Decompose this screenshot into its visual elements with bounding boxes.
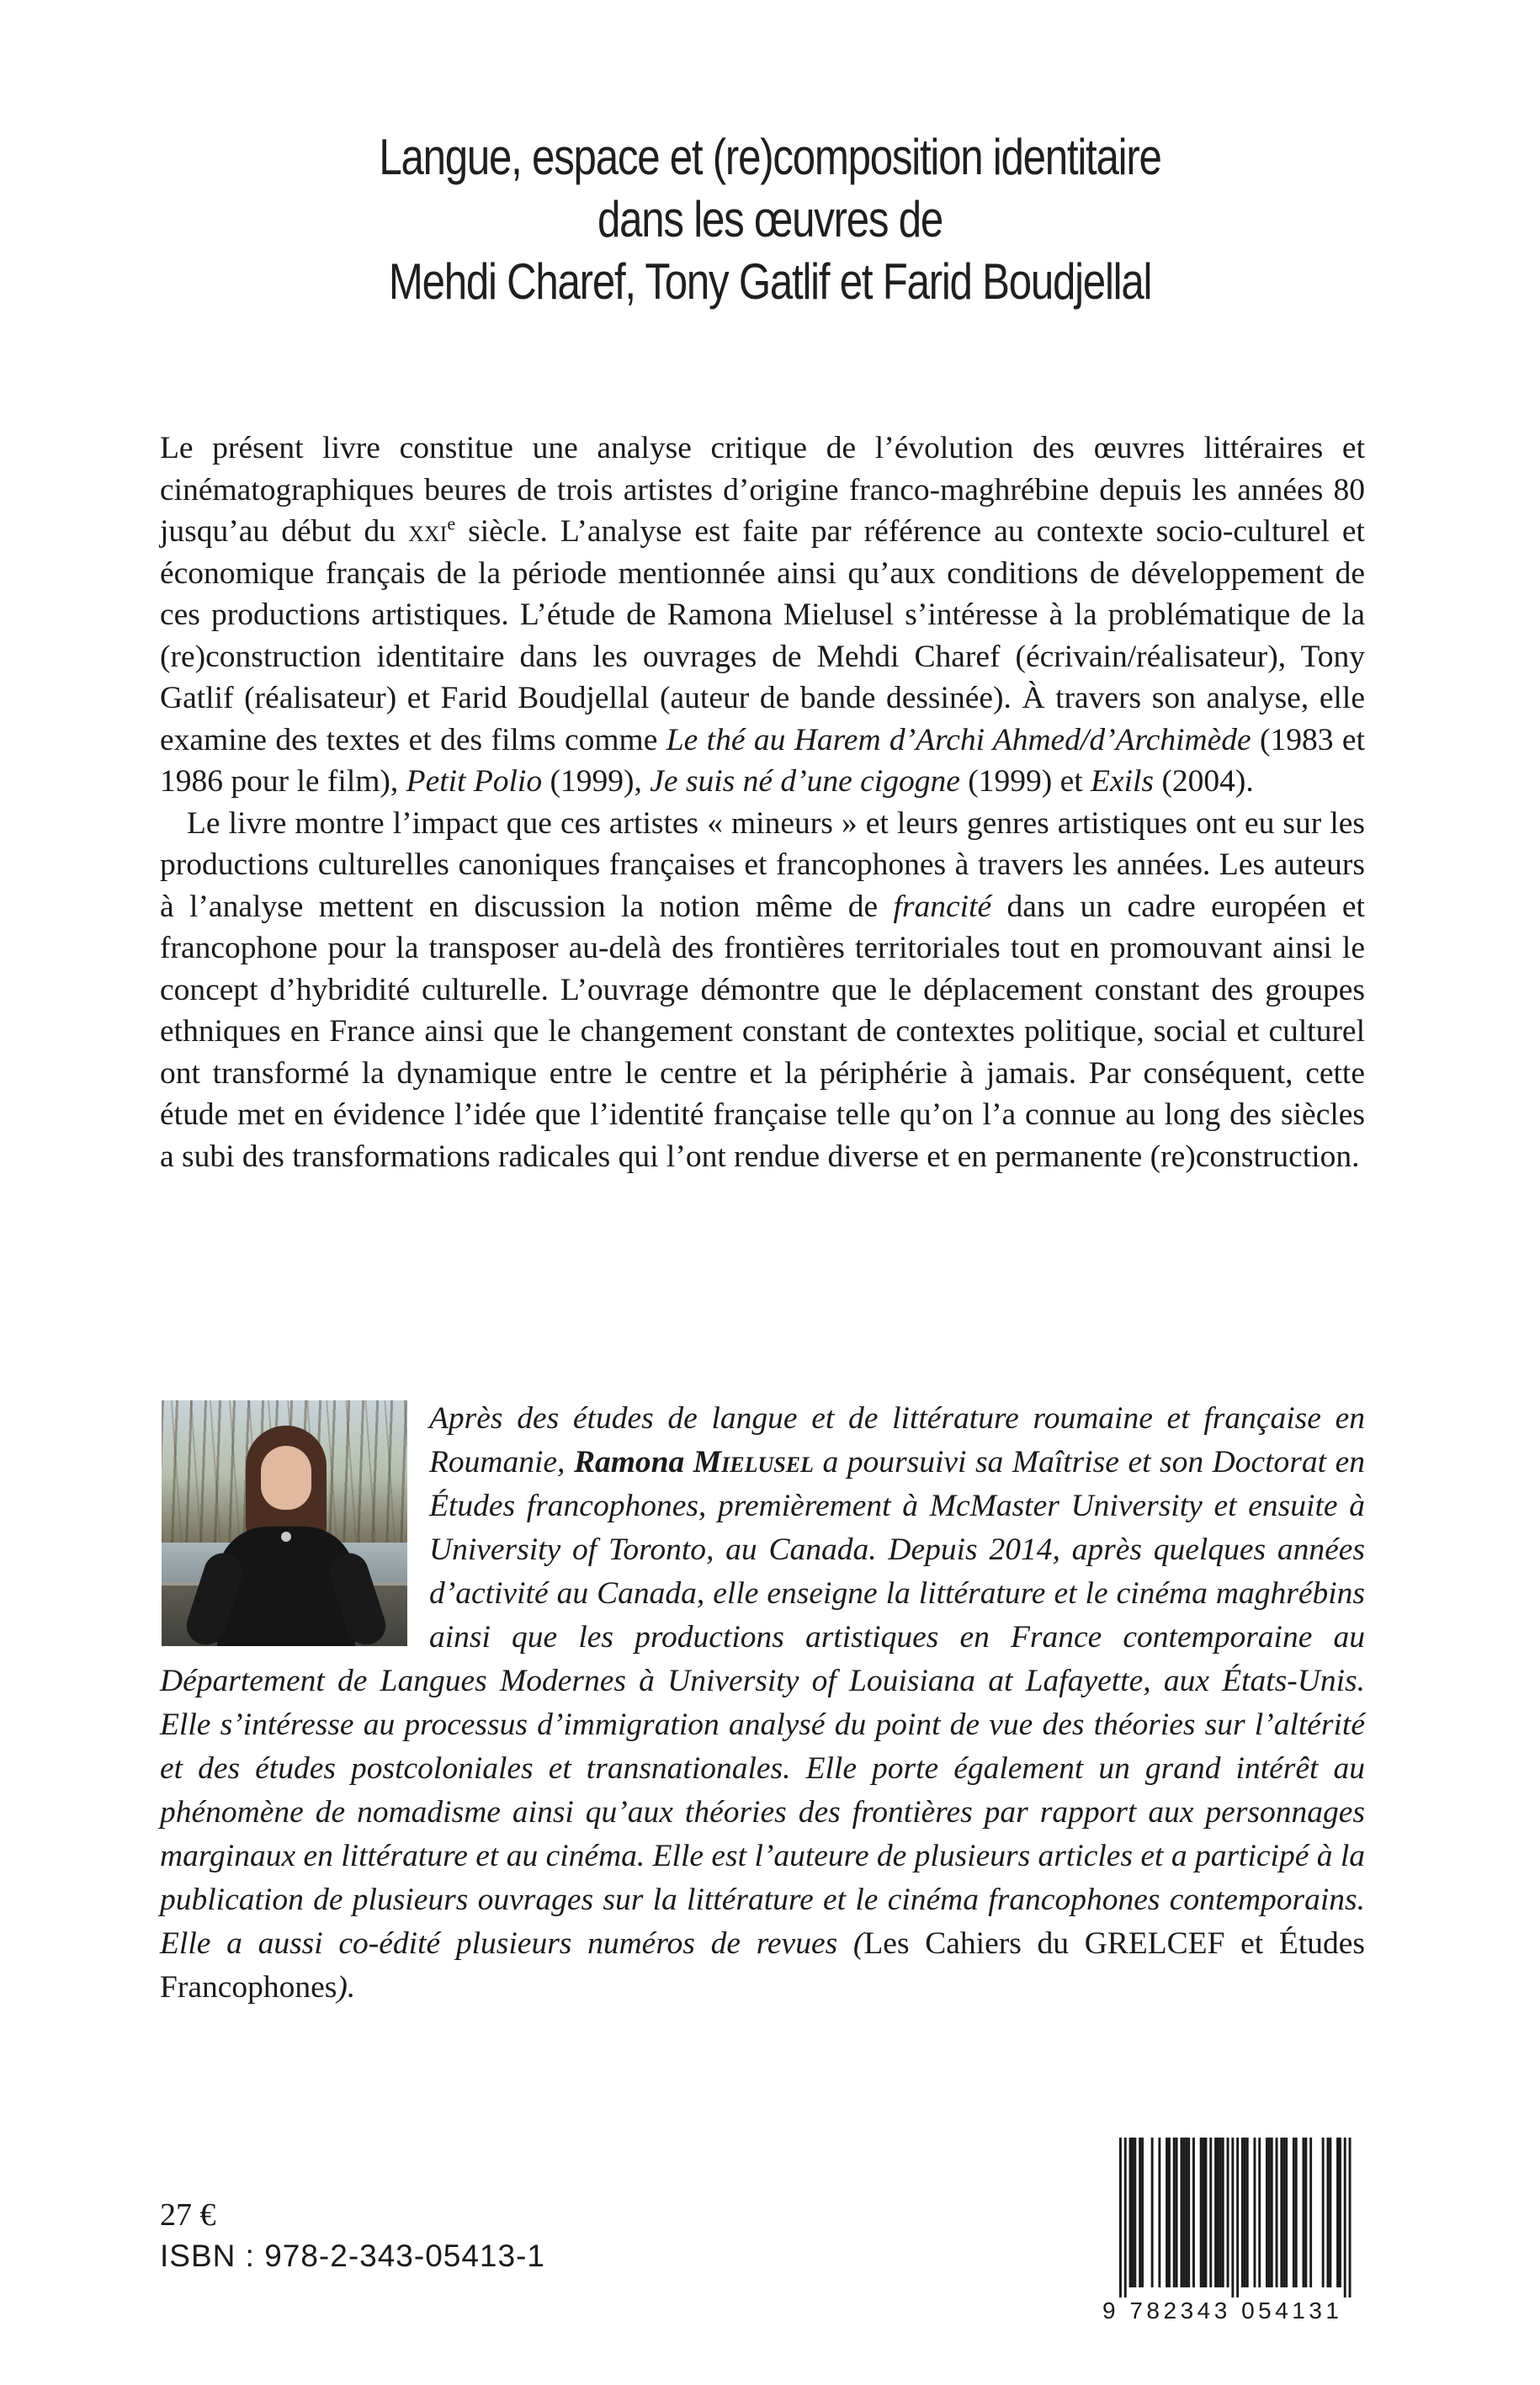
barcode-bar (1219, 2138, 1222, 2287)
author-photo (162, 1400, 407, 1646)
barcode-bar (1231, 2138, 1234, 2297)
barcode-bar (1187, 2138, 1190, 2287)
barcode-bar (1139, 2138, 1141, 2287)
barcode-bar (1200, 2138, 1203, 2287)
barcode-bar (1266, 2138, 1268, 2287)
barcode-bar (1151, 2138, 1154, 2287)
barcode-bar (1203, 2138, 1205, 2287)
barcode-bar (1244, 2138, 1246, 2287)
barcode-bar (1132, 2138, 1134, 2287)
barcode-bar (1336, 2138, 1339, 2287)
barcode-bar (1276, 2138, 1278, 2287)
summary-paragraph-2: Le livre montre l’impact que ces artistes « mineurs » et leurs genres artistiques ont eu sur les productions culturelles canoniques françaises et francophones à travers les années. Les auteurs à l’analyse mettent en discussion la notion même de francité dans un cadre européen et francophone pour la transposer au-delà des frontières territoriales tout en promouvant ainsi le concept d’hybridité culturelle. L’ouvrage démontre que le déplacement constant des groupes ethniques en France ainsi que le changement constant de contextes politique, social et culturel ont transformé la dynamique entre le centre et la périphérie à jamais. Par conséquent, cette étude met en évidence l’idée que l’identité française telle qu’on l’a connue au long des siècles a subi des transformations radicales qui l’ont rendue diverse et en permanente (re)construction. (160, 805, 1365, 1174)
barcode-bar (1158, 2138, 1160, 2287)
journal-names: Les Cahiers du GRELCEF et Études Francophones (160, 1926, 1365, 2005)
barcode-bar (1241, 2138, 1244, 2287)
barcode-bar (1329, 2138, 1331, 2287)
barcode-bar (1192, 2138, 1195, 2287)
barcode-bar (1134, 2138, 1136, 2287)
barcode-bar (1339, 2138, 1341, 2287)
barcode-bar (1217, 2138, 1219, 2287)
barcode-bar (1176, 2138, 1178, 2287)
barcode-bar (1349, 2138, 1351, 2297)
barcode-bar (1258, 2138, 1261, 2287)
barcode-bar (1129, 2138, 1132, 2287)
barcode-bar (1168, 2138, 1171, 2287)
barcode-bar (1327, 2138, 1330, 2287)
barcode-bar (1173, 2138, 1176, 2287)
title-line-2: dans les œuvres de (597, 191, 943, 247)
barcode-bar (1293, 2138, 1295, 2287)
barcode-bars (1102, 2138, 1365, 2297)
barcode-bar (1124, 2138, 1127, 2297)
work-title: Le thé au Harem d’Archi Ahmed/d’Archimède (666, 722, 1251, 757)
bio-text: Après des études de langue et de littérature roumaine et française en Roumanie, Ramona Mielusel a poursuivi sa Maîtrise et son Doctorat en Études francophones, premièrement à McMaster University et ensuite à University of Toronto, au Canada. Depuis 2014, après quelques années d’activité au Canada, elle enseigne la littérature et le cinéma maghrébins ainsi que les productions artistiques en France contemporaine au Département de Langues Modernes à University of Louisiana at Lafayette, aux États-Unis. Elle s’intéresse au processus d’immigration analysé du point de vue des théories sur l’altérité et des études postcoloniales et transnationales. Elle porte également un grand intérêt au phénomène de nomadisme ainsi qu’aux théories des frontières par rapport aux personnages marginaux en littérature et au cinéma. Elle est l’auteure de plusieurs articles et a participé à la publication de plusieurs ouvrages sur la littérature et le cinéma francophones contemporains. Elle a aussi co-édité plusieurs numéros de revues (Les Cahiers du GRELCEF et Études Francophones). (160, 1401, 1366, 2005)
barcode-bar (1209, 2138, 1212, 2287)
barcode-bar (1185, 2138, 1187, 2287)
barcode-bar (1322, 2138, 1325, 2287)
barcode-bar (1214, 2138, 1217, 2287)
barcode-bar (1344, 2138, 1346, 2297)
barcode-bar (1236, 2138, 1239, 2297)
barcode-bar (1254, 2138, 1256, 2287)
title-line-1: Langue, espace et (re)composition identitaire (379, 129, 1161, 185)
century-numeral: xxi (408, 514, 448, 549)
author-name: Ramona Mielusel (573, 1445, 814, 1479)
barcode-bar (1181, 2138, 1183, 2287)
barcode-bar (1285, 2138, 1288, 2287)
barcode-bar (1271, 2138, 1273, 2287)
barcode-bar (1205, 2138, 1208, 2287)
barcode-bar (1246, 2138, 1249, 2287)
barcode-bar (1295, 2138, 1298, 2287)
price: 27 € (160, 2197, 216, 2233)
barcode-bar (1227, 2138, 1229, 2287)
book-title (139, 126, 1402, 313)
work-title: Exils (1091, 764, 1155, 799)
barcode-bar (1282, 2138, 1285, 2287)
barcode-bar (1303, 2138, 1305, 2287)
barcode-bar (1280, 2138, 1282, 2287)
work-title: Je suis né d’une cigogne (650, 764, 960, 799)
barcode-bar (1182, 2138, 1185, 2287)
barcode-bar (1141, 2138, 1144, 2287)
barcode-bar (1304, 2138, 1307, 2287)
barcode-bar (1119, 2138, 1122, 2297)
summary-paragraph-1: Le présent livre constitue une analyse critique de l’évolution des œuvres littéraires et cinématographiques beures de trois artistes d’origine franco-maghrébine depuis les années 80 jusqu’au début du xxi$^e$ siècle. L’analyse est faite par référence au contexte socio-culturel et économique français de la période mentionnée ainsi qu’aux conditions de développement de ces productions artistiques. L’étude de Ramona Mielusel s’intéresse à la problématique de la (re)construction identitaire dans les ouvrages de Mehdi Charef (écrivain/réalisateur), Tony Gatlif (réalisateur) et Farid Boudjellal (auteur de bande dessinée). À travers son analyse, elle examine des textes et des films comme Le thé au Harem d’Archi Ahmed/d’Archimède (1983 et 1986 pour le film), Petit Polio (1999), Je suis né d’une cigogne (1999) et Exils (2004). (160, 431, 1365, 799)
isbn: ISBN : 978-2-343-05413-1 (160, 2239, 545, 2273)
title-line-3: Mehdi Charef, Tony Gatlif et Farid Boudjellal (388, 253, 1152, 310)
emphasized-term: francité (893, 889, 992, 924)
barcode-number: 9 782343 054131 (1102, 2297, 1343, 2324)
work-title: Petit Polio (406, 764, 543, 799)
barcode (1102, 2138, 1365, 2306)
author-bio (160, 1397, 1365, 2010)
barcode-bar (1268, 2138, 1271, 2287)
barcode-bar (1166, 2138, 1168, 2287)
book-summary (160, 428, 1365, 1177)
barcode-bar (1222, 2138, 1224, 2287)
barcode-bar (1309, 2138, 1312, 2287)
